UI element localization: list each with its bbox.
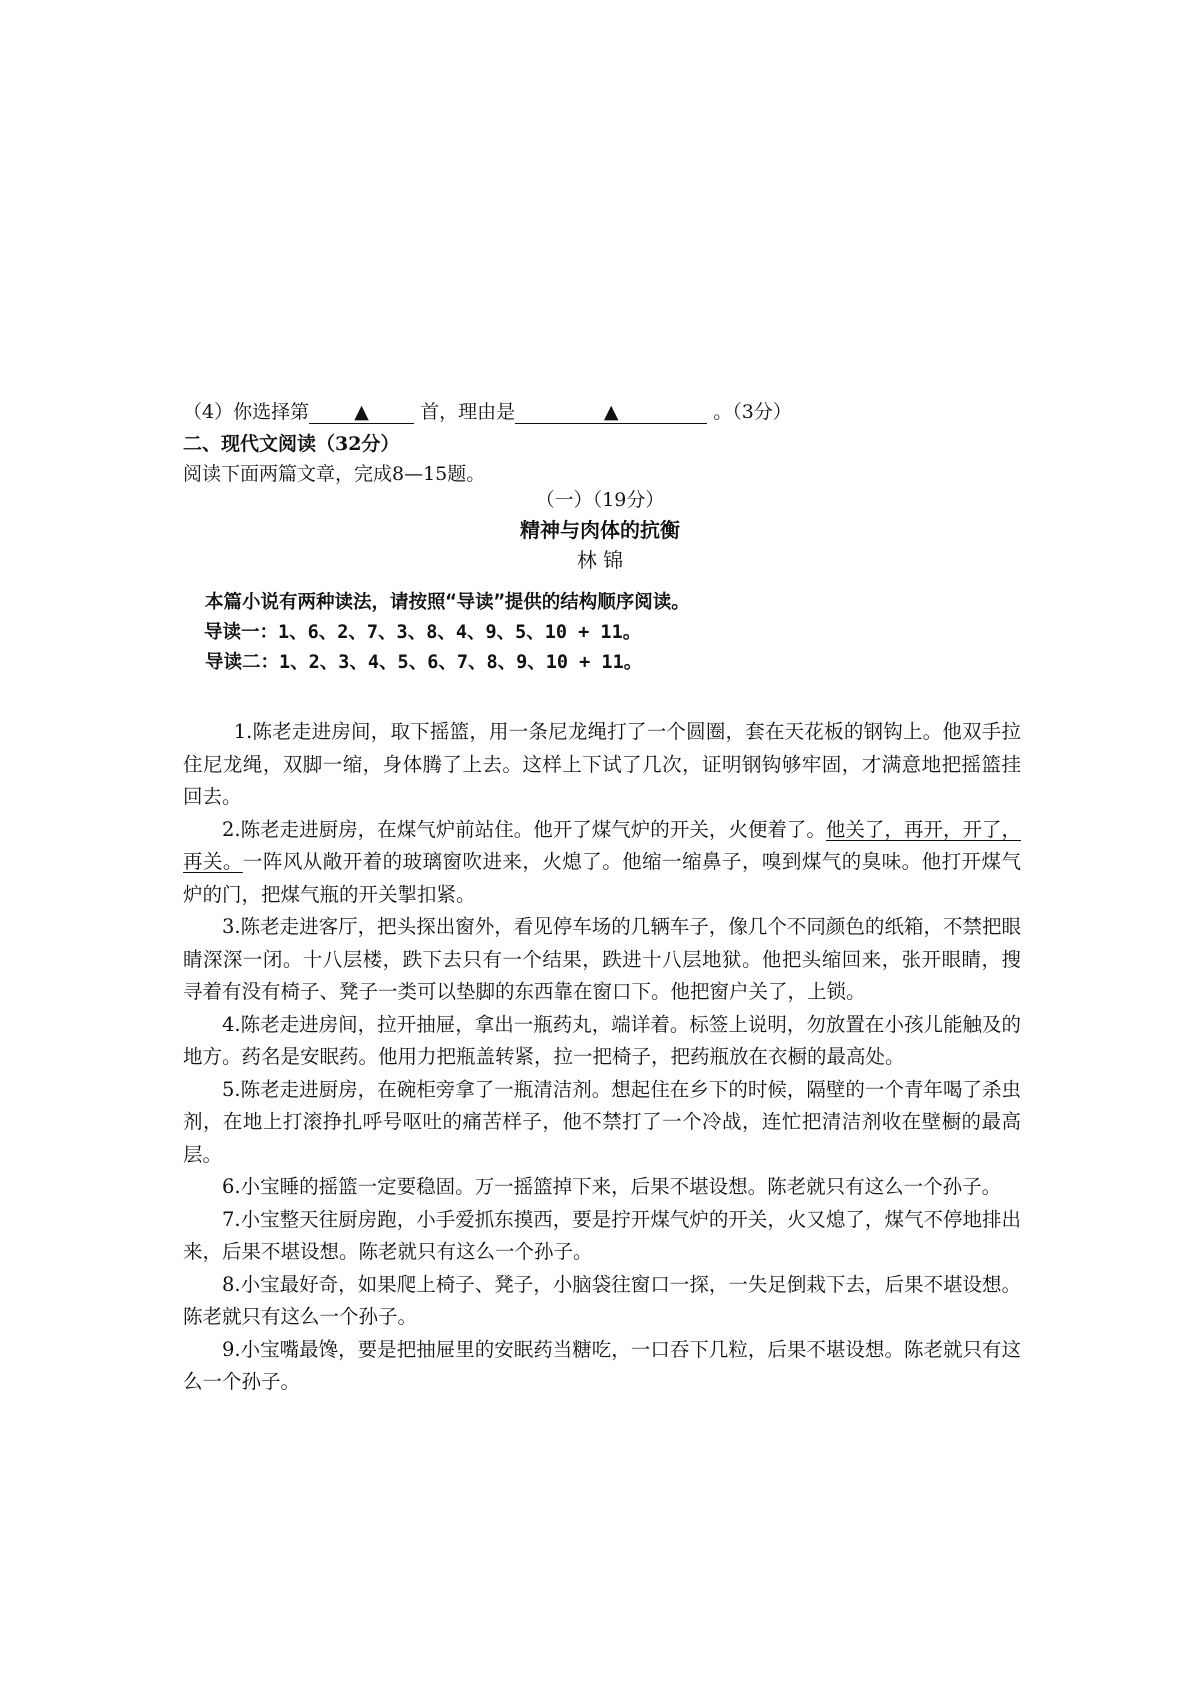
- paragraph-3: 3.陈老走进客厅，把头探出窗外，看见停车场的几辆车子，像几个不同颜色的纸箱，不禁把眼睛深深一闭。十八层楼，跌下去只有一个结果，跌进十八层地狱。他把头缩回来，张开眼睛，搜寻着有没有椅子、凳子一类可以垫脚的东西靠在窗口下。他把窗户关了，上锁。: [183, 915, 1021, 1003]
- paragraph-8: 8.小宝最好奇，如果爬上椅子、凳子，小脑袋往窗口一探，一失足倒栽下去，后果不堪设想。陈老就只有这么一个孙子。: [183, 1272, 1021, 1328]
- paragraph-7: 7.小宝整天往厨房跑，小手爱抓东摸西，要是拧开煤气炉的开关，火又熄了，煤气不停地排出来，后果不堪设想。陈老就只有这么一个孙子。: [183, 1207, 1021, 1263]
- reading-guide-intro: 本篇小说有两种读法，请按照“导读”提供的结构顺序阅读。: [205, 592, 690, 613]
- paragraph-1: 1.陈老走进房间，取下摇篮，用一条尼龙绳打了一个圆圈，套在天花板的钢钩上。他双手拉住尼龙绳，双脚一缩，身体腾了上去。这样上下试了几次，证明钢钩够牢固，才满意地把摇篮挂回去。: [183, 720, 1021, 808]
- paragraph-5: 5.陈老走进厨房，在碗柜旁拿了一瓶清洁剂。想起住在乡下的时候，隔壁的一个青年喝了杀虫剂，在地上打滚挣扎呼号呕吐的痛苦样子，他不禁打了一个冷战，连忙把清洁剂收在壁橱的最高层。: [183, 1077, 1021, 1166]
- paragraph-6: 6.小宝睡的摇篮一定要稳固。万一摇篮掉下来，后果不堪设想。陈老就只有这么一个孙子。: [222, 1175, 1002, 1198]
- question-suffix: 。（3分）: [713, 401, 792, 423]
- paragraph-2-text-a: 2.陈老走进厨房，在煤气炉前站住。他开了煤气炉的开关，火便着了。: [222, 817, 826, 841]
- paragraph-2-underlined-text: 他关了，再开，开了，再关。: [183, 817, 1021, 873]
- passage-author: 林 锦: [576, 548, 624, 572]
- question-middle: 首，理由是: [420, 401, 516, 423]
- paragraph-2-text-b: 一阵风从敞开着的玻璃窗吹进来，火熄了。他缩一缩鼻子，嗅到煤气的臭味。他打开煤气炉的门，把煤气瓶的开关掣扣紧。: [183, 850, 1021, 906]
- passage-part-label: （一）（19分）: [535, 489, 665, 511]
- paragraph-4: 4.陈老走进房间，拉开抽屉，拿出一瓶药丸，端详着。标签上说明，勿放置在小孩儿能触及的地方。药名是安眠药。他用力把瓶盖转紧，拉一把椅子，把药瓶放在衣橱的最高处。: [183, 1012, 1021, 1068]
- reading-guide-1: 导读一：1、6、2、7、3、8、4、9、5、10 + 11。: [204, 622, 642, 643]
- section-heading: 二、现代文阅读（32分）: [183, 433, 400, 455]
- triangle-marker-icon: ▲: [603, 401, 619, 423]
- question-prefix: （4）你选择第: [183, 401, 310, 423]
- section-instruction: 阅读下面两篇文章，完成8—15题。: [183, 463, 486, 485]
- answer-blank-2[interactable]: [515, 399, 707, 424]
- question-4-line: [183, 399, 792, 425]
- reading-guide-2: 导读二：1、2、3、4、5、6、7、8、9、10 + 11。: [205, 652, 643, 673]
- passage-title: 精神与肉体的抗衡: [520, 518, 680, 542]
- triangle-marker-icon: ▲: [354, 401, 369, 423]
- story-body: [183, 716, 1021, 1399]
- answer-blank-1[interactable]: [309, 399, 414, 424]
- paragraph-2: [183, 814, 1021, 912]
- paragraph-9: 9.小宝嘴最馋，要是把抽屉里的安眠药当糖吃，一口吞下几粒，后果不堪设想。陈老就只有这么一个孙子。: [183, 1337, 1021, 1393]
